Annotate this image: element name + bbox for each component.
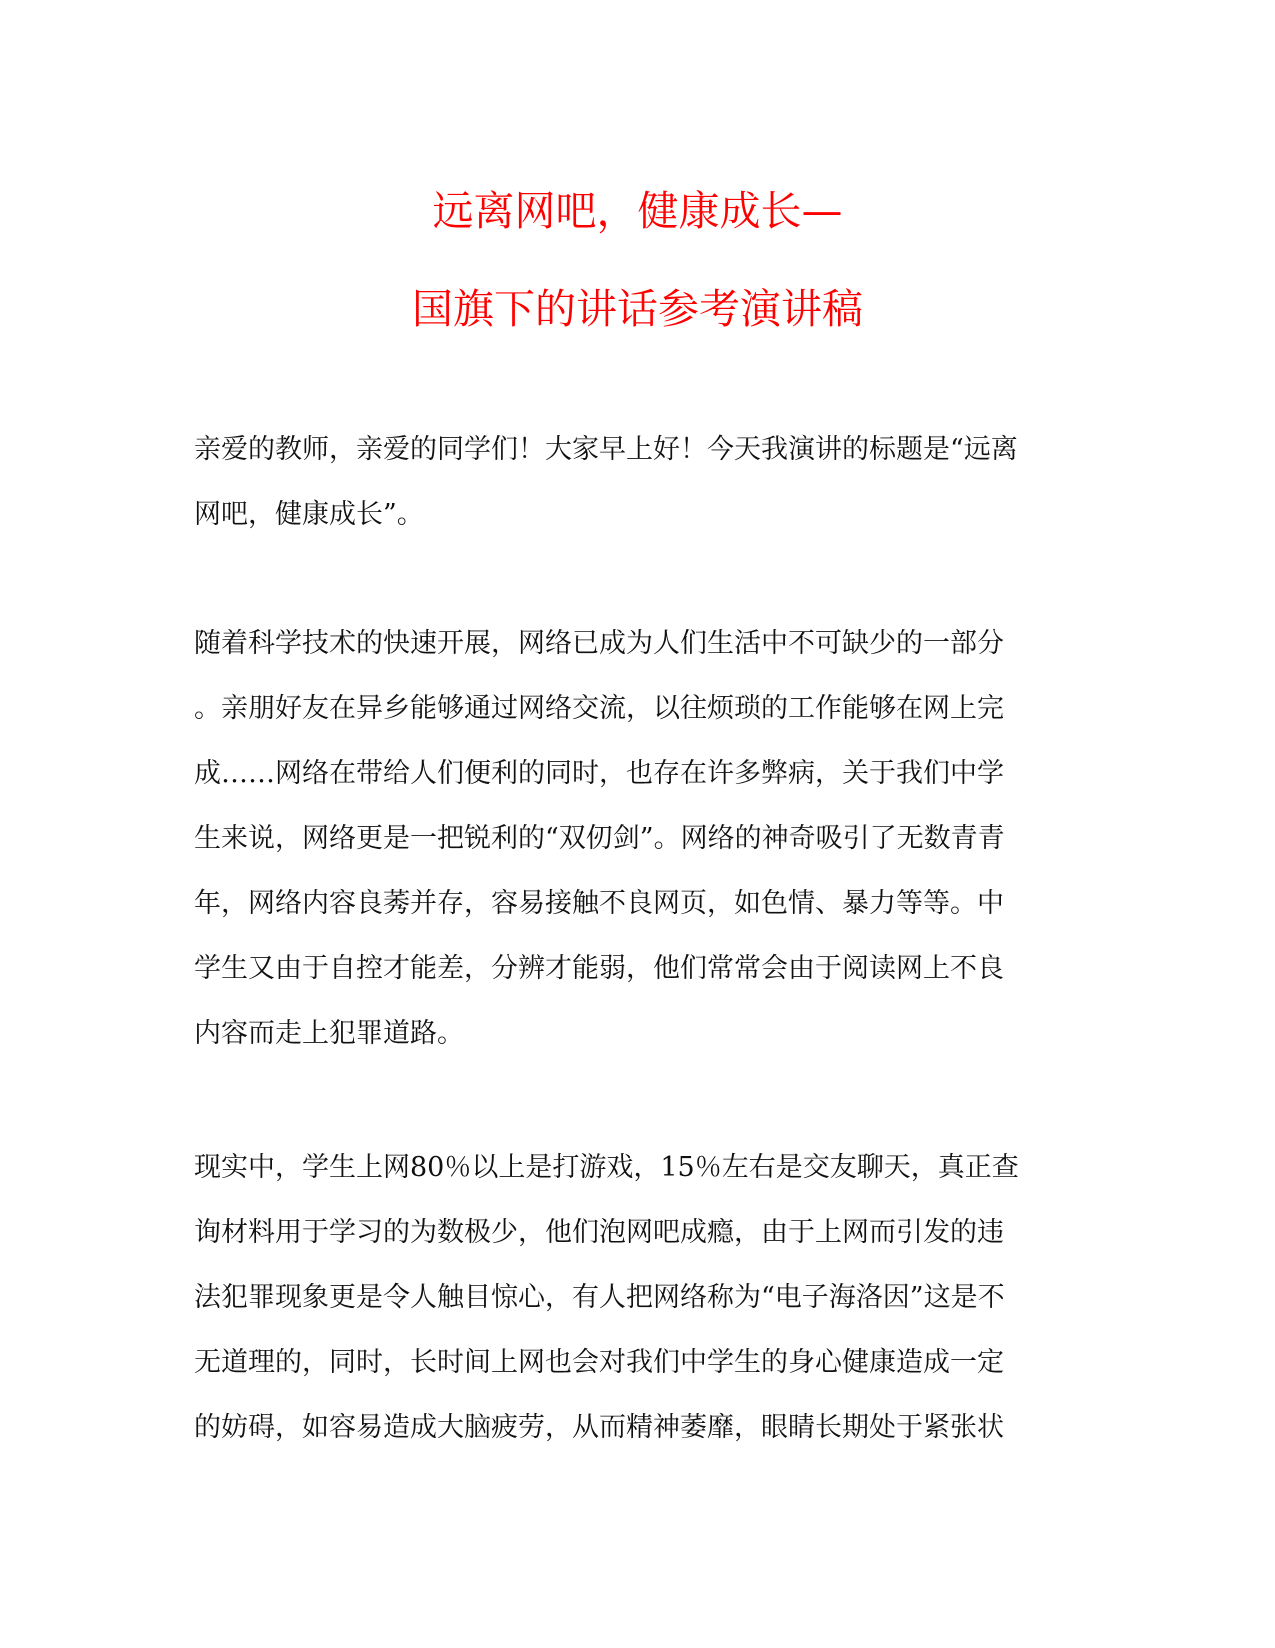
paragraph-greeting	[194, 417, 1018, 547]
text-line: 生来说，网络更是一把锐利的“双仞剑”。网络的神奇吸引了无数青青	[194, 823, 1005, 854]
document-title-line-1: 远离网吧，健康成长—	[432, 187, 843, 235]
text-line: 内容而走上犯罪道路。	[194, 1018, 464, 1049]
text-line: 网吧，健康成长”。	[194, 499, 424, 530]
text-line: 年，网络内容良莠并存，容易接触不良网页，如色情、暴力等等。中	[194, 888, 1004, 919]
text-line: 的妨碍，如容易造成大脑疲劳，从而精神萎靡，眼睛长期处于紧张状	[194, 1412, 1004, 1443]
text-line: 亲爱的教师，亲爱的同学们！大家早上好！今天我演讲的标题是“远离	[194, 434, 1018, 465]
paragraph-reality	[194, 1135, 1019, 1460]
text-line: 无道理的，同时，长时间上网也会对我们中学生的身心健康造成一定	[194, 1347, 1004, 1378]
text-line: 现实中，学生上网80％以上是打游戏，15％左右是交友聊天，真正查	[194, 1152, 1019, 1183]
text-line: 学生又由于自控才能差，分辨才能弱，他们常常会由于阅读网上不良	[194, 953, 1004, 984]
text-line: 。亲朋好友在异乡能够通过网络交流，以往烦琐的工作能够在网上完	[194, 693, 1004, 724]
paragraph-network-impact	[194, 611, 1005, 1066]
text-line: 成……网络在带给人们便利的同时，也存在许多弊病，关于我们中学	[194, 758, 1004, 789]
text-line: 法犯罪现象更是令人触目惊心，有人把网络称为“电子海洛因”这是不	[194, 1282, 1005, 1313]
document-title-line-2: 国旗下的讲话参考演讲稿	[412, 285, 863, 333]
text-line: 询材料用于学习的为数极少，他们泡网吧成瘾，由于上网而引发的违	[194, 1217, 1004, 1248]
text-line: 随着科学技术的快速开展，网络已成为人们生活中不可缺少的一部分	[194, 628, 1004, 659]
